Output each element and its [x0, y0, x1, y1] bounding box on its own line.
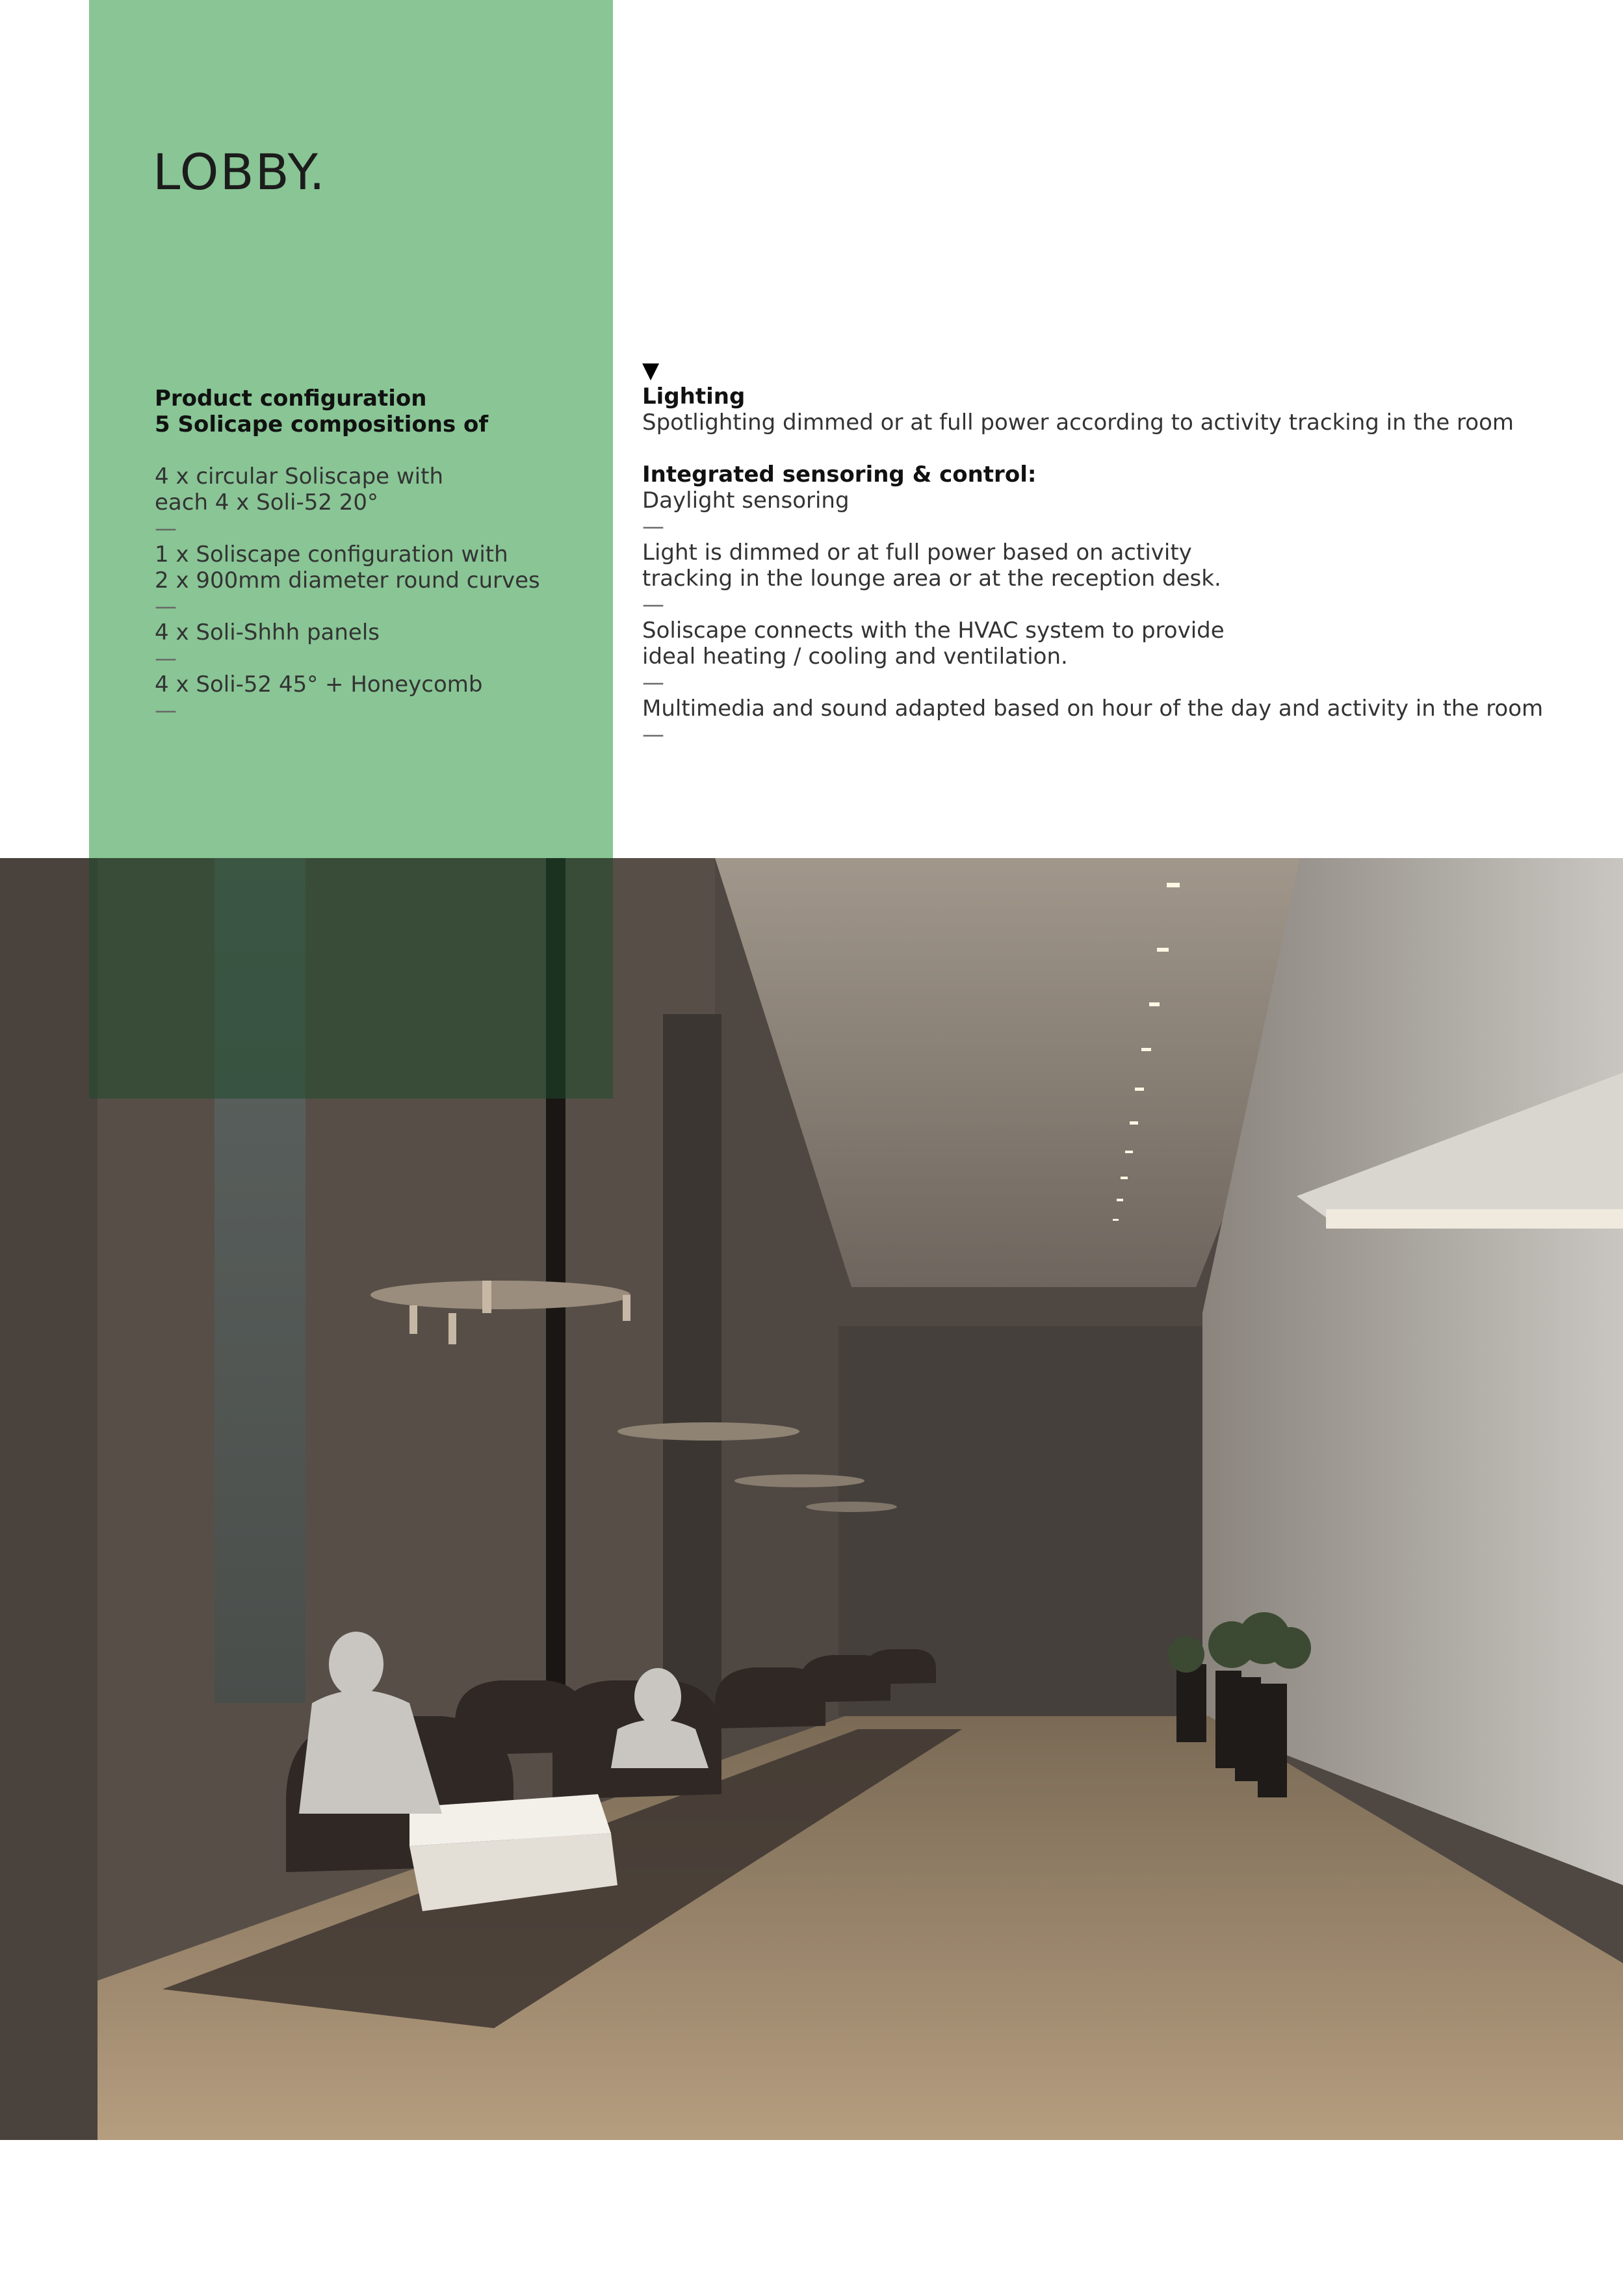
- sensoring-item-1-line-1: Daylight sensoring: [642, 488, 850, 514]
- triangle-marker-icon: ▼: [642, 358, 660, 384]
- config-item-2-line-1: 1 x Soliscape configuration with: [155, 541, 508, 567]
- sensoring-item-4-line-1: Multimedia and sound adapted based on hour of the day and activity in the room: [642, 696, 1544, 722]
- sensoring-item-2-line-2: tracking in the lounge area or at the reception desk.: [642, 566, 1221, 592]
- product-configuration: [155, 385, 597, 724]
- config-item-4-divider: —: [155, 698, 177, 724]
- sensoring-item-2-divider: —: [642, 592, 664, 618]
- product-config-heading-2: 5 Solicape compositions of: [155, 411, 489, 437]
- config-item-4-line-1: 4 x Soli-52 45° + Honeycomb: [155, 672, 483, 698]
- lighting-text: Spotlighting dimmed or at full power according to activity tracking in the room: [642, 410, 1514, 436]
- sensoring-item-3-line-2: ideal heating / cooling and ventilation.: [642, 644, 1068, 670]
- lobby-illustration: [0, 858, 1623, 2140]
- page-title: LOBBY.: [153, 143, 326, 201]
- lobby-photo: [0, 858, 1623, 2140]
- sensoring-item-3-divider: —: [642, 670, 664, 696]
- config-item-3-divider: —: [155, 646, 177, 672]
- feature-details: [642, 358, 1604, 748]
- sensoring-item-1-divider: —: [642, 514, 664, 540]
- config-item-1-line-2: each 4 x Soli-52 20°: [155, 489, 379, 515]
- sensoring-item-2-line-1: Light is dimmed or at full power based on activity: [642, 540, 1192, 566]
- sensoring-item-3-line-1: Soliscape connects with the HVAC system to provide: [642, 618, 1225, 644]
- lighting-heading: Lighting: [642, 384, 746, 410]
- sensoring-heading: Integrated sensoring & control:: [642, 462, 1037, 488]
- config-item-3-line-1: 4 x Soli-Shhh panels: [155, 620, 380, 646]
- product-config-heading-1: Product configuration: [155, 385, 427, 411]
- sensoring-item-4-divider: —: [642, 722, 664, 748]
- config-item-2-divider: —: [155, 594, 177, 620]
- config-item-2-line-2: 2 x 900mm diameter round curves: [155, 567, 540, 594]
- config-item-1-divider: —: [155, 515, 177, 541]
- config-item-1-line-1: 4 x circular Soliscape with: [155, 463, 444, 489]
